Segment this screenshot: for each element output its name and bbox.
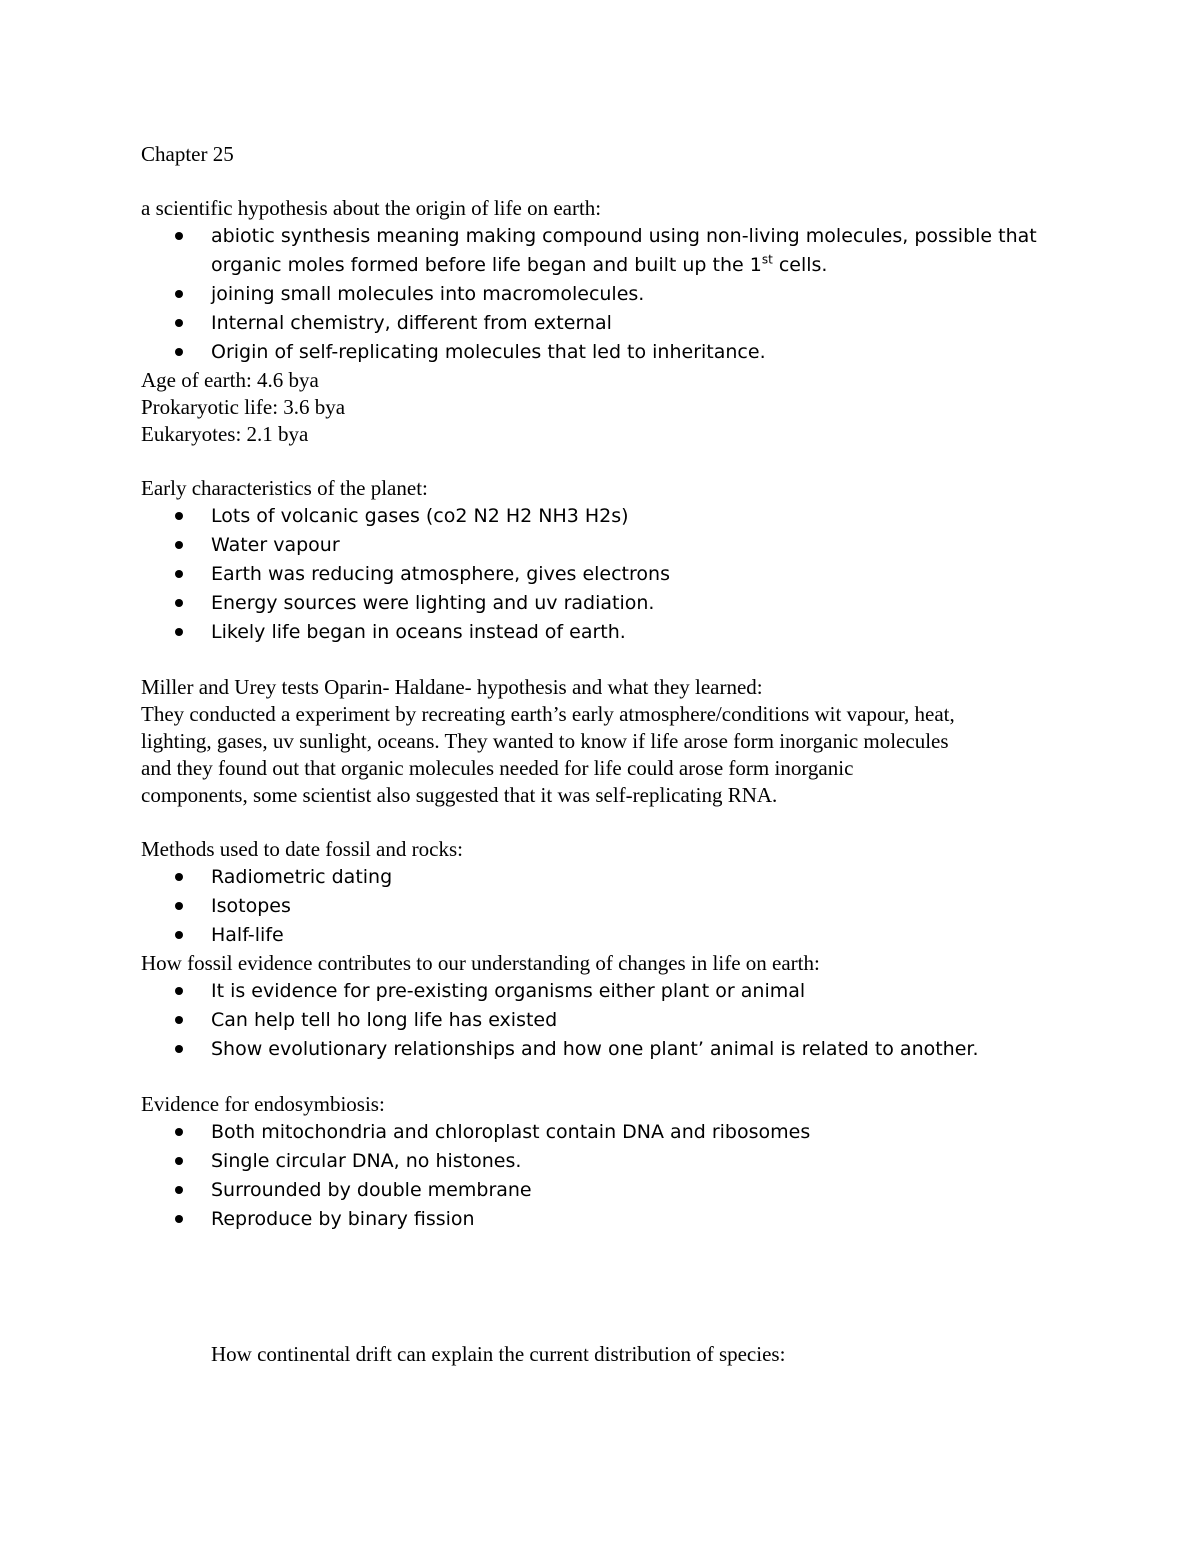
list-item: abiotic synthesis meaning making compound using non-living molecules, possible that organic moles formed before life began and built up the 1st cells.	[141, 222, 1071, 280]
list-item: Earth was reducing atmosphere, gives electrons	[141, 560, 1071, 589]
bullet-icon	[175, 348, 183, 356]
list-item: Both mitochondria and chloroplast contain DNA and ribosomes	[141, 1118, 1071, 1147]
paragraph-line: and they found out that organic molecules needed for life could arose form inorganic	[141, 756, 854, 780]
list-item: Show evolutionary relationships and how one plant’ animal is related to another.	[141, 1035, 1071, 1064]
list-item: Can help tell ho long life has existed	[141, 1006, 1071, 1035]
bullet-icon	[175, 541, 183, 549]
paragraph-line: components, some scientist also suggested that it was self-replicating RNA.	[141, 783, 778, 807]
bullet-icon	[175, 512, 183, 520]
section-heading-endosymbiosis: Evidence for endosymbiosis:	[141, 1092, 385, 1116]
bullet-icon	[175, 599, 183, 607]
age-line: Eukaryotes: 2.1 bya	[141, 422, 309, 446]
list-item: Water vapour	[141, 531, 1071, 560]
list-item: Origin of self-replicating molecules that led to inheritance.	[141, 338, 1071, 367]
bullet-list-endosymbiosis	[141, 1118, 1071, 1234]
list-item: Surrounded by double membrane	[141, 1176, 1071, 1205]
age-line: Age of earth: 4.6 bya	[141, 368, 319, 392]
section-heading-early-characteristics: Early characteristics of the planet:	[141, 476, 428, 500]
document-body	[141, 141, 1071, 1368]
bullet-icon	[175, 1016, 183, 1024]
bullet-icon	[175, 232, 183, 240]
bullet-list-dating-methods	[141, 863, 1071, 950]
bullet-list-early-characteristics	[141, 502, 1071, 647]
section-heading-miller-urey: Miller and Urey tests Oparin- Haldane- hypothesis and what they learned:	[141, 675, 763, 699]
bullet-icon	[175, 931, 183, 939]
list-item: joining small molecules into macromolecules.	[141, 280, 1071, 309]
section-heading-origin-hypothesis: a scientific hypothesis about the origin of life on earth:	[141, 196, 602, 220]
list-item: Half-life	[141, 921, 1071, 950]
bullet-icon	[175, 628, 183, 636]
paragraph-line: They conducted a experiment by recreating earth’s early atmosphere/conditions wit vapour, heat,	[141, 702, 955, 726]
list-item: Isotopes	[141, 892, 1071, 921]
bullet-list-fossil-evidence	[141, 977, 1071, 1064]
bullet-list-origin-hypothesis	[141, 222, 1071, 367]
list-item: It is evidence for pre-existing organisms either plant or animal	[141, 977, 1071, 1006]
bullet-icon	[175, 1128, 183, 1136]
bullet-icon	[175, 1186, 183, 1194]
age-line: Prokaryotic life: 3.6 bya	[141, 395, 346, 419]
list-item: Single circular DNA, no histones.	[141, 1147, 1071, 1176]
bullet-icon	[175, 1157, 183, 1165]
bullet-icon	[175, 290, 183, 298]
list-item: Internal chemistry, different from external	[141, 309, 1071, 338]
chapter-title: Chapter 25	[141, 142, 234, 166]
list-item: Likely life began in oceans instead of earth.	[141, 618, 1071, 647]
list-item: Reproduce by binary fission	[141, 1205, 1071, 1234]
bullet-icon	[175, 1045, 183, 1053]
bullet-icon	[175, 570, 183, 578]
list-item: Lots of volcanic gases (co2 N2 H2 NH3 H2s)	[141, 502, 1071, 531]
section-heading-continental-drift: How continental drift can explain the current distribution of species:	[211, 1342, 786, 1366]
section-heading-fossil-evidence: How fossil evidence contributes to our understanding of changes in life on earth:	[141, 951, 820, 975]
paragraph-line: lighting, gases, uv sunlight, oceans. They wanted to know if life arose form inorganic molecules	[141, 729, 949, 753]
list-item: Energy sources were lighting and uv radiation.	[141, 589, 1071, 618]
bullet-icon	[175, 319, 183, 327]
bullet-icon	[175, 987, 183, 995]
section-heading-dating-methods: Methods used to date fossil and rocks:	[141, 837, 463, 861]
bullet-icon	[175, 873, 183, 881]
bullet-icon	[175, 1215, 183, 1223]
list-item: Radiometric dating	[141, 863, 1071, 892]
bullet-icon	[175, 902, 183, 910]
